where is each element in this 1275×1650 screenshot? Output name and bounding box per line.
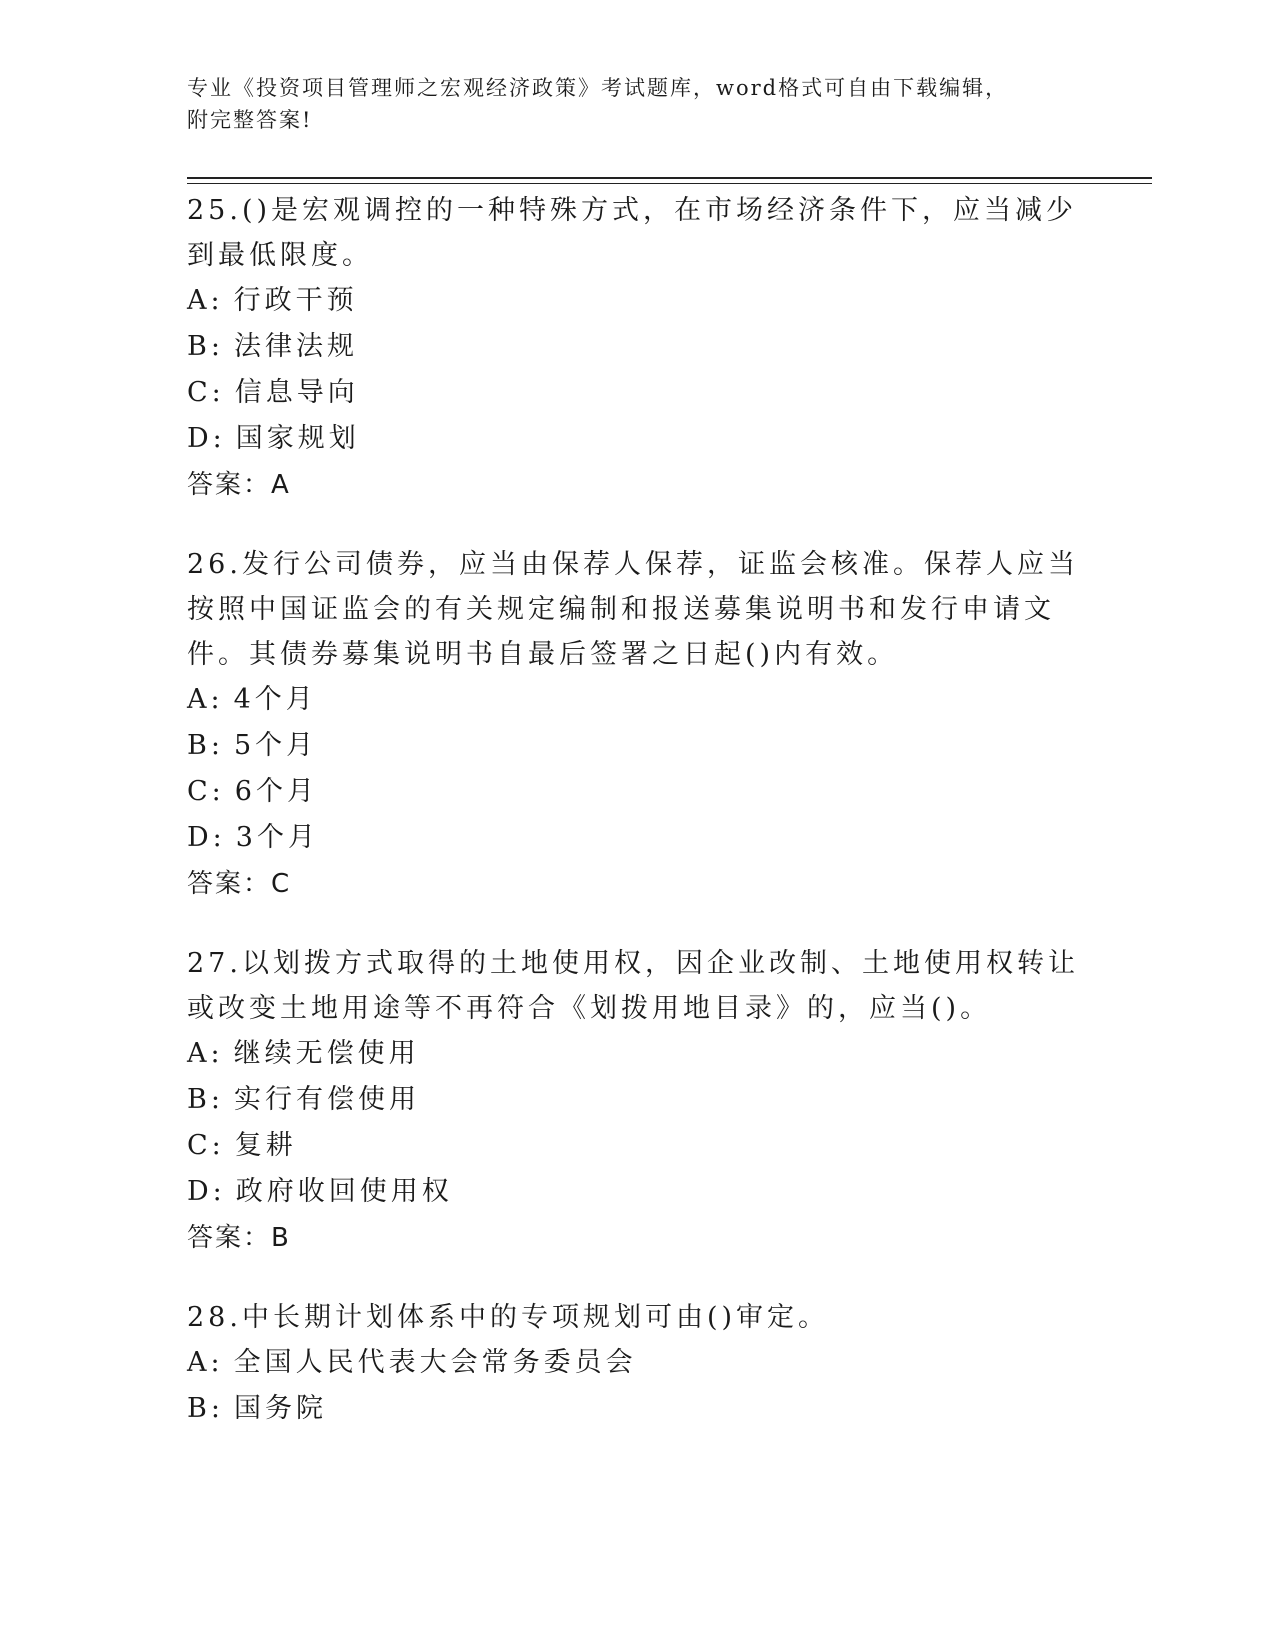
question-28 — [187, 1295, 1087, 1432]
option-text: 信息导向 — [234, 377, 359, 408]
option-c: C: 6个月 — [187, 769, 1087, 815]
option-text: 实行有偿使用 — [233, 1084, 420, 1115]
question-27 — [187, 941, 1087, 1261]
answer-line — [187, 861, 1087, 907]
option-text: 4个月 — [233, 684, 317, 715]
answer-value: C — [271, 869, 292, 899]
answer-label: 答案： — [187, 869, 272, 899]
option-key: C — [187, 776, 212, 807]
answer-label: 答案： — [187, 470, 272, 500]
option-key: D — [187, 1176, 213, 1207]
option-key: D — [187, 423, 213, 454]
option-key: A — [187, 684, 211, 715]
option-text: 继续无偿使用 — [233, 1038, 420, 1069]
option-text: 行政干预 — [233, 285, 358, 316]
option-a: A: 4个月 — [187, 677, 1087, 723]
option-text: 全国人民代表大会常务委员会 — [233, 1347, 637, 1378]
question-stem: 27.以划拨方式取得的土地使用权，因企业改制、土地使用权转让或改变土地用途等不再符合《划拨用地目录》的，应当()。 — [187, 948, 1079, 1024]
option-d: D: 国家规划 — [187, 416, 1087, 462]
option-text: 3个月 — [235, 822, 319, 853]
option-text: 5个月 — [233, 730, 318, 761]
answer-label: 答案： — [187, 1223, 272, 1253]
question-25 — [187, 188, 1087, 508]
option-key: B — [187, 1084, 211, 1115]
option-key: C — [187, 377, 212, 408]
option-key: A — [187, 1347, 211, 1378]
option-key: B — [187, 730, 211, 761]
option-b: B: 国务院 — [187, 1386, 1087, 1432]
option-key: C — [187, 1130, 212, 1161]
option-key: B — [187, 1393, 211, 1424]
option-b: B: 5个月 — [187, 723, 1087, 769]
document-header — [187, 72, 1067, 136]
option-text: 复耕 — [234, 1130, 297, 1161]
option-text: 国家规划 — [235, 423, 360, 454]
option-key: D — [187, 822, 213, 853]
option-text: 政府收回使用权 — [235, 1176, 453, 1207]
header-line-1: 专业《投资项目管理师之宏观经济政策》考试题库，word格式可自由下载编辑， — [187, 76, 1009, 100]
option-text: 国务院 — [233, 1393, 327, 1424]
question-stem: 28.中长期计划体系中的专项规划可由()审定。 — [187, 1302, 830, 1333]
option-text: 法律法规 — [233, 331, 358, 362]
header-rule-thick — [187, 177, 1152, 179]
option-c: C: 复耕 — [187, 1123, 1087, 1169]
question-26 — [187, 542, 1087, 907]
option-d: D: 3个月 — [187, 815, 1087, 861]
option-key: B — [187, 331, 211, 362]
option-b: B: 法律法规 — [187, 324, 1087, 370]
option-b: B: 实行有偿使用 — [187, 1077, 1087, 1123]
answer-value: A — [271, 470, 291, 500]
option-c: C: 信息导向 — [187, 370, 1087, 416]
question-stem: 26.发行公司债券，应当由保荐人保荐，证监会核准。保荐人应当按照中国证监会的有关规定编制和报送募集说明书和发行申请文件。其债券募集说明书自最后签署之日起()内有效。 — [187, 549, 1079, 670]
option-key: A — [187, 285, 211, 316]
header-rule-thin — [187, 183, 1152, 184]
answer-value: B — [271, 1223, 291, 1253]
option-key: A — [187, 1038, 211, 1069]
option-a: A: 继续无偿使用 — [187, 1031, 1087, 1077]
option-a: A: 全国人民代表大会常务委员会 — [187, 1340, 1087, 1386]
option-text: 6个月 — [234, 776, 318, 807]
question-list — [187, 188, 1087, 1466]
option-a: A: 行政干预 — [187, 278, 1087, 324]
answer-line — [187, 1215, 1087, 1261]
answer-line — [187, 462, 1087, 508]
option-d: D: 政府收回使用权 — [187, 1169, 1087, 1215]
header-line-2: 附完整答案! — [187, 108, 313, 132]
question-stem: 25.()是宏观调控的一种特殊方式，在市场经济条件下，应当减少到最低限度。 — [187, 195, 1078, 271]
